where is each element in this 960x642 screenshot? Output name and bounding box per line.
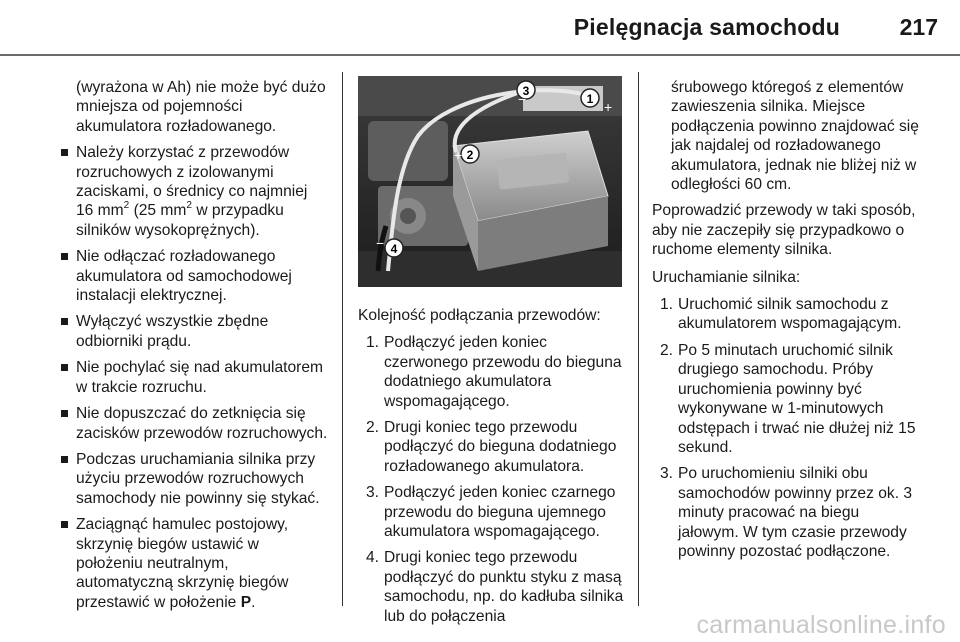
- list-text: Uruchomić silnik samochodu z akumulatorem wspomagającym.: [678, 296, 902, 333]
- bullet-text: w przypadku silników wysokoprężnych).: [76, 202, 284, 239]
- list-text: Drugi koniec tego przewodu podłączyć do punktu styku z masą samochodu, np. do kadłuba silnika lub do połączenia: [384, 549, 624, 625]
- list-text: Po uruchomieniu silniki obu samochodów powinny przez ok. 3 minuty pracować na biegu jałowym. W tym czasie przewody powinny pozostać podłączone.: [678, 465, 913, 560]
- bullet-switch-off: Wyłączyć wszystkie zbędne odbiorniki prądu.: [57, 312, 329, 351]
- callout-label-2: 2: [466, 148, 474, 162]
- bullet-parking-brake: [57, 515, 329, 612]
- left-column: [57, 78, 329, 619]
- list-item: [652, 341, 924, 457]
- page-number: 217: [899, 14, 938, 40]
- minus-icon: −: [518, 91, 527, 107]
- callout-label-3: 3: [522, 84, 530, 98]
- bullet-text: (25 mm: [129, 202, 187, 220]
- list-number: 2.: [366, 419, 380, 437]
- intro-paragraph: (wyrażona w Ah) nie może być dużo mniejsza od pojemności akumulatora rozładowanego.: [76, 79, 326, 135]
- connection-order-heading: Kolejność podłączania przewodów:: [358, 307, 601, 324]
- page-header: [0, 0, 960, 56]
- bullet-do-not-lean: Nie pochylać się nad akumulatorem w trakcie rozruchu.: [57, 358, 329, 397]
- right-column: [652, 78, 924, 568]
- callout-2: [461, 145, 479, 163]
- list-item: [358, 333, 626, 411]
- jump-start-illustration: [358, 76, 622, 287]
- superscript: 2: [186, 200, 192, 212]
- list-text: Podłączyć jeden koniec czerwonego przewodu do bieguna dodatniego akumulatora wspomagającego.: [384, 334, 622, 410]
- page-title: Pielęgnacja samochodu: [573, 14, 840, 40]
- routing-paragraph: Poprowadzić przewody w taki sposób, aby nie zaczepiły się przypadkowo o ruchome elementy silnika.: [652, 202, 916, 259]
- minus-icon: −: [376, 235, 385, 251]
- list-number: 2.: [660, 341, 674, 359]
- list-number: 3.: [660, 465, 674, 483]
- bullet-text: .: [251, 593, 256, 611]
- list-item: [652, 464, 924, 561]
- gear-position-p: P: [240, 593, 252, 611]
- callout-label-1: 1: [586, 92, 594, 106]
- engine-bay-image: [358, 76, 622, 287]
- watermark: carmanualsonline.info: [696, 611, 946, 639]
- column-divider: [342, 72, 343, 606]
- callout-1: [581, 89, 599, 107]
- bullet-text: Zaciągnąć hamulec postojowy, skrzynię biegów ustawić w położeniu neutralnym, automatyczną skrzynię biegów przestawić w położenie: [76, 516, 289, 611]
- callout-4: [385, 239, 403, 257]
- starting-steps-list: [652, 295, 924, 561]
- plus-icon: +: [604, 99, 613, 115]
- bullet-cable-spec: [57, 143, 329, 240]
- bullet-vehicles-contact: Podczas uruchamiania silnika przy użyciu przewodów rozruchowych samochody nie powinny się stykać.: [57, 450, 329, 508]
- list-item: [358, 418, 626, 476]
- list-number: 3.: [366, 484, 380, 502]
- list-number: 1.: [366, 334, 380, 352]
- plus-icon: +: [454, 147, 463, 163]
- list-item: [652, 295, 924, 334]
- list-text: Drugi koniec tego przewodu podłączyć do bieguna dodatniego rozładowanego akumulatora.: [384, 419, 617, 475]
- header-divider: [0, 54, 960, 56]
- connection-steps-list: [358, 333, 626, 626]
- bullet-text: Należy korzystać z przewodów rozruchowych z izolowanymi zaciskami, o średnicy co najmniej 16 mm: [76, 144, 308, 220]
- starting-heading: Uruchamianie silnika:: [652, 268, 801, 286]
- list-number: 4.: [366, 549, 380, 567]
- bullet-clamps: Nie dopuszczać do zetknięcia się zacisków przewodów rozruchowych.: [57, 404, 329, 443]
- list-text: Podłączyć jeden koniec czarnego przewodu do bieguna ujemnego akumulatora wspomagającego.: [384, 484, 616, 541]
- list-item: [358, 548, 626, 626]
- list-text: Po 5 minutach uruchomić silnik drugiego samochodu. Próby uruchomienia powinny być wykonywane w 1-minutowych odstępach i trwać nie dłużej niż 15 sekund.: [678, 341, 916, 456]
- list-number: 1.: [660, 296, 674, 314]
- continuation-paragraph: śrubowego któregoś z elementów zawieszenia silnika. Miejsce podłączenia powinno znajdować się jak najdalej od rozładowanego akumulatora, jednak nie bliżej niż w odległości 60 cm.: [671, 79, 919, 194]
- bullet-do-not-disconnect: Nie odłączać rozładowanego akumulatora od samochodowej instalacji elektrycznej.: [57, 247, 329, 305]
- list-item: [358, 483, 626, 541]
- middle-column: [358, 306, 626, 633]
- callout-label-4: 4: [390, 242, 398, 256]
- column-divider: [638, 72, 639, 606]
- superscript: 2: [123, 200, 130, 212]
